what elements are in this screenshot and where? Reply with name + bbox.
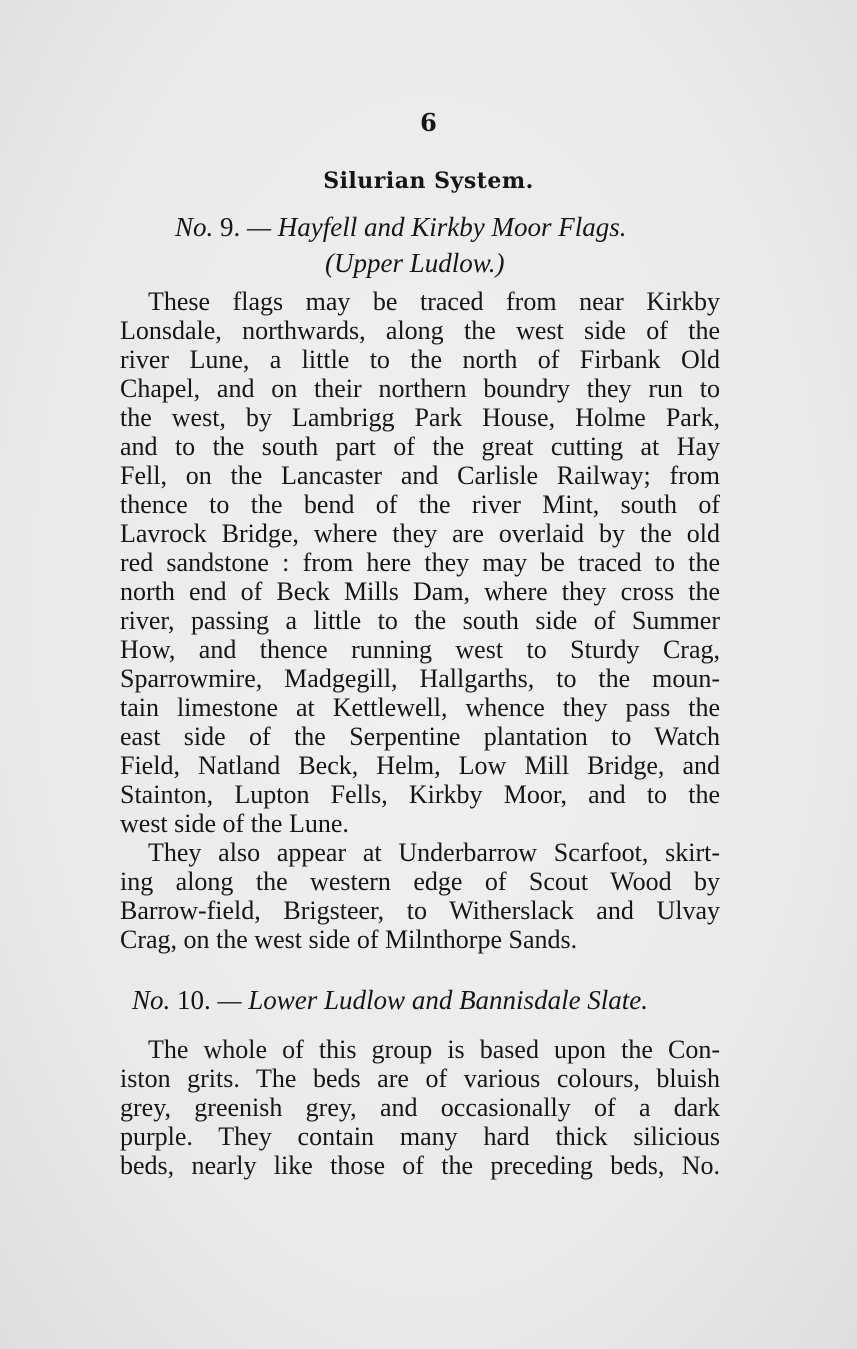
text-line: river, passing a little to the south side of Summer <box>120 606 720 635</box>
text-line: Chapel, and on their northern boundry they run to <box>120 374 720 403</box>
text-line: thence to the bend of the river Mint, south of <box>120 490 720 519</box>
text-line: west side of the Lune. <box>120 809 349 838</box>
text-line: and to the south part of the great cutting at Hay <box>120 432 720 461</box>
page-number: 6 <box>420 108 437 137</box>
section-9-prefix: No. <box>175 212 214 242</box>
text-line: Sparrowmire, Madgegill, Hallgarths, to the moun- <box>120 664 720 693</box>
text-line: ing along the western edge of Scout Wood by <box>120 867 720 896</box>
text-line: east side of the Serpentine plantation to Watch <box>120 722 720 751</box>
text-line: The whole of this group is based upon the Con- <box>148 1035 720 1064</box>
section-10-heading <box>132 985 648 1016</box>
text-line: They also appear at Underbarrow Scarfoot, skirt- <box>148 838 720 867</box>
text-line: How, and thence running west to Sturdy Crag, <box>120 635 720 664</box>
text-line: Lavrock Bridge, where they are overlaid by the old <box>120 519 720 548</box>
text-line: Crag, on the west side of Milnthorpe Sands. <box>120 925 578 954</box>
text-line: red sandstone : from here they may be traced to the <box>120 548 720 577</box>
text-line: Stainton, Lupton Fells, Kirkby Moor, and to the <box>120 780 720 809</box>
text-line: tain limestone at Kettlewell, whence they pass the <box>120 693 720 722</box>
section-9-subtitle: (Upper Ludlow.) <box>325 248 505 278</box>
section-9-number: 9. <box>220 212 241 242</box>
text-line: beds, nearly like those of the preceding beds, No. <box>120 1151 720 1180</box>
section-10-prefix: No. <box>132 985 171 1015</box>
section-10-number: 10. <box>177 985 211 1015</box>
text-line: north end of Beck Mills Dam, where they cross the <box>120 577 720 606</box>
section-9-title: — Hayfell and Kirkby Moor Flags. <box>247 212 627 242</box>
text-line: iston grits. The beds are of various colours, bluish <box>120 1064 720 1093</box>
text-line: Lonsdale, northwards, along the west side of the <box>120 316 720 345</box>
text-line: Barrow-field, Brigsteer, to Witherslack and Ulvay <box>120 896 720 925</box>
text-line: Field, Natland Beck, Helm, Low Mill Bridge, and <box>120 751 720 780</box>
text-line: These flags may be traced from near Kirkby <box>148 287 720 316</box>
text-line: grey, greenish grey, and occasionally of a dark <box>120 1093 720 1122</box>
system-heading: Silurian System. <box>323 168 534 194</box>
section-10-title: — Lower Ludlow and Bannisdale Slate. <box>217 985 649 1015</box>
text-line: river Lune, a little to the north of Firbank Old <box>120 345 720 374</box>
text-line: purple. They contain many hard thick silicious <box>120 1122 720 1151</box>
text-line: Fell, on the Lancaster and Carlisle Railway; from <box>120 461 720 490</box>
text-line: the west, by Lambrigg Park House, Holme Park, <box>120 403 720 432</box>
section-9-heading <box>175 212 626 243</box>
